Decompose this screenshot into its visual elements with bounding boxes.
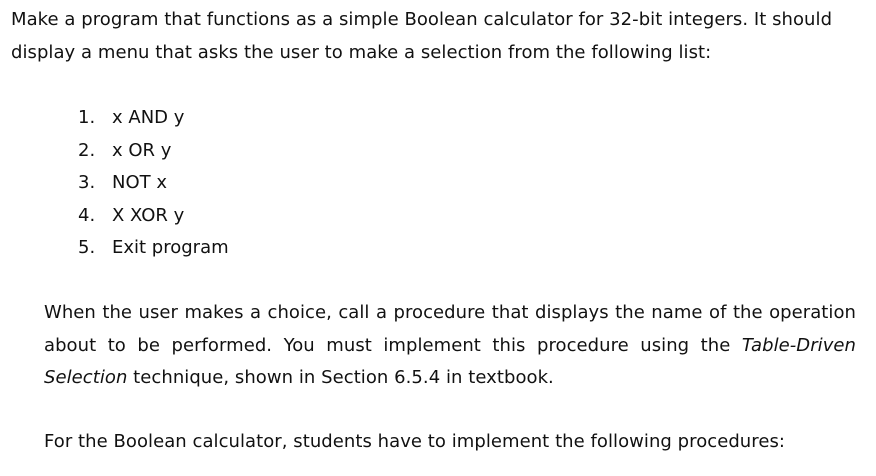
- choice-paragraph: [44, 297, 856, 395]
- menu-options-list: [78, 102, 229, 265]
- procedures-paragraph: For the Boolean calculator, students have to implement the following procedures:: [44, 431, 785, 452]
- menu-item-number: 2.: [78, 139, 96, 161]
- choice-text-before: When the user makes a choice, call a procedure that displays the name of the operation about to be performed. You must implement this procedure using the: [44, 302, 856, 356]
- menu-item-xor: [78, 200, 229, 233]
- menu-item-or: [78, 135, 229, 168]
- menu-item-exit: [78, 232, 229, 265]
- menu-item-number: 4.: [78, 204, 96, 226]
- intro-paragraph: Make a program that functions as a simple Boolean calculator for 32-bit integers. It should display a menu that asks the user to make a selection from the following list:: [11, 9, 833, 63]
- menu-item-number: 5.: [78, 237, 96, 258]
- menu-item-label: x OR y: [112, 139, 172, 161]
- menu-item-label: x AND y: [112, 107, 185, 128]
- menu-item-label: X XOR y: [112, 204, 185, 226]
- menu-item-number: 3.: [78, 172, 96, 193]
- menu-item-number: 1.: [78, 107, 96, 128]
- table-driven-selection-emphasis: Table-Driven Selection: [44, 334, 856, 388]
- choice-text-after: technique, shown in Section 6.5.4 in textbook.: [127, 367, 554, 388]
- menu-item-and: [78, 102, 229, 135]
- menu-item-label: NOT x: [112, 172, 168, 193]
- menu-item-not: [78, 167, 229, 200]
- menu-item-label: Exit program: [112, 237, 229, 258]
